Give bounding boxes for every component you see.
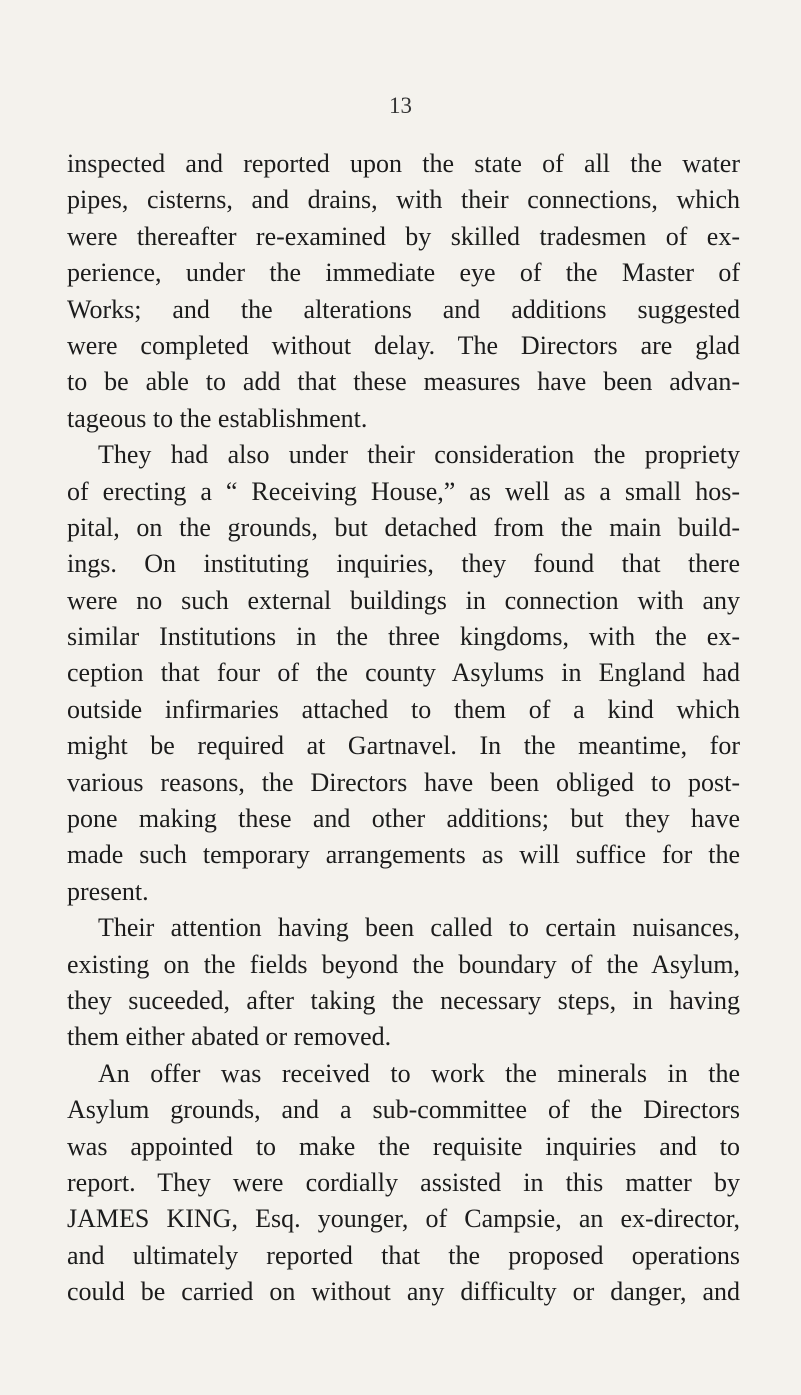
text-line: pone making these and other additions; but they have [67,804,740,834]
text-line: were completed without delay. The Directors are glad [67,330,740,360]
text-line: might be required at Gartnavel. In the meantime, for [67,731,740,761]
text-line: they suceeded, after taking the necessary steps, in having [67,985,740,1015]
text-line: outside infirmaries attached to them of a kind which [67,694,740,724]
text-line: various reasons, the Directors have been obliged to post- [67,767,740,797]
text-line: perience, under the immediate eye of the Master of [67,258,740,288]
text-line: made such temporary arrangements as will suffice for the [67,840,740,870]
text-line: to be able to add that these measures have been advan- [67,367,740,397]
text-line: was appointed to make the requisite inquiries and to [67,1131,740,1161]
text-line: similar Institutions in the three kingdoms, with the ex- [67,622,740,652]
page-number: 13 [389,93,412,118]
text-line: inspected and reported upon the state of all the water [67,149,740,178]
text-line: were no such external buildings in connection with any [67,585,740,615]
text-line: tageous to the establishment. [67,403,368,433]
text-line: were thereafter re-examined by skilled tradesmen of ex- [67,221,740,251]
text-line: ings. On instituting inquiries, they found that there [67,549,740,579]
text-line: present. [67,876,149,906]
body-text [67,146,740,1311]
text-line: They had also under their consideration the propriety [98,440,740,470]
text-line: and ultimately reported that the proposed operations [67,1240,740,1270]
text-line: report. They were cordially assisted in this matter by [67,1167,740,1197]
text-line: Works; and the alterations and additions suggested [67,294,740,324]
text-line: pipes, cisterns, and drains, with their connections, which [67,185,740,215]
text-line: ception that four of the county Asylums in England had [67,658,740,688]
text-line: Asylum grounds, and a sub-committee of the Directors [67,1095,740,1125]
text-line: them either abated or removed. [67,1022,392,1052]
text-line: pital, on the grounds, but detached from the main build- [67,512,740,542]
text-line: existing on the fields beyond the boundary of the Asylum, [67,949,740,979]
text-line: JAMES KING, Esq. younger, of Campsie, an ex-director, [67,1204,740,1234]
text-line: An offer was received to work the minerals in the [98,1058,740,1088]
text-line: Their attention having been called to certain nuisances, [98,913,740,943]
text-line: of erecting a “ Receiving House,” as well as a small hos- [67,476,740,506]
text-line: could be carried on without any difficulty or danger, and [67,1277,740,1307]
